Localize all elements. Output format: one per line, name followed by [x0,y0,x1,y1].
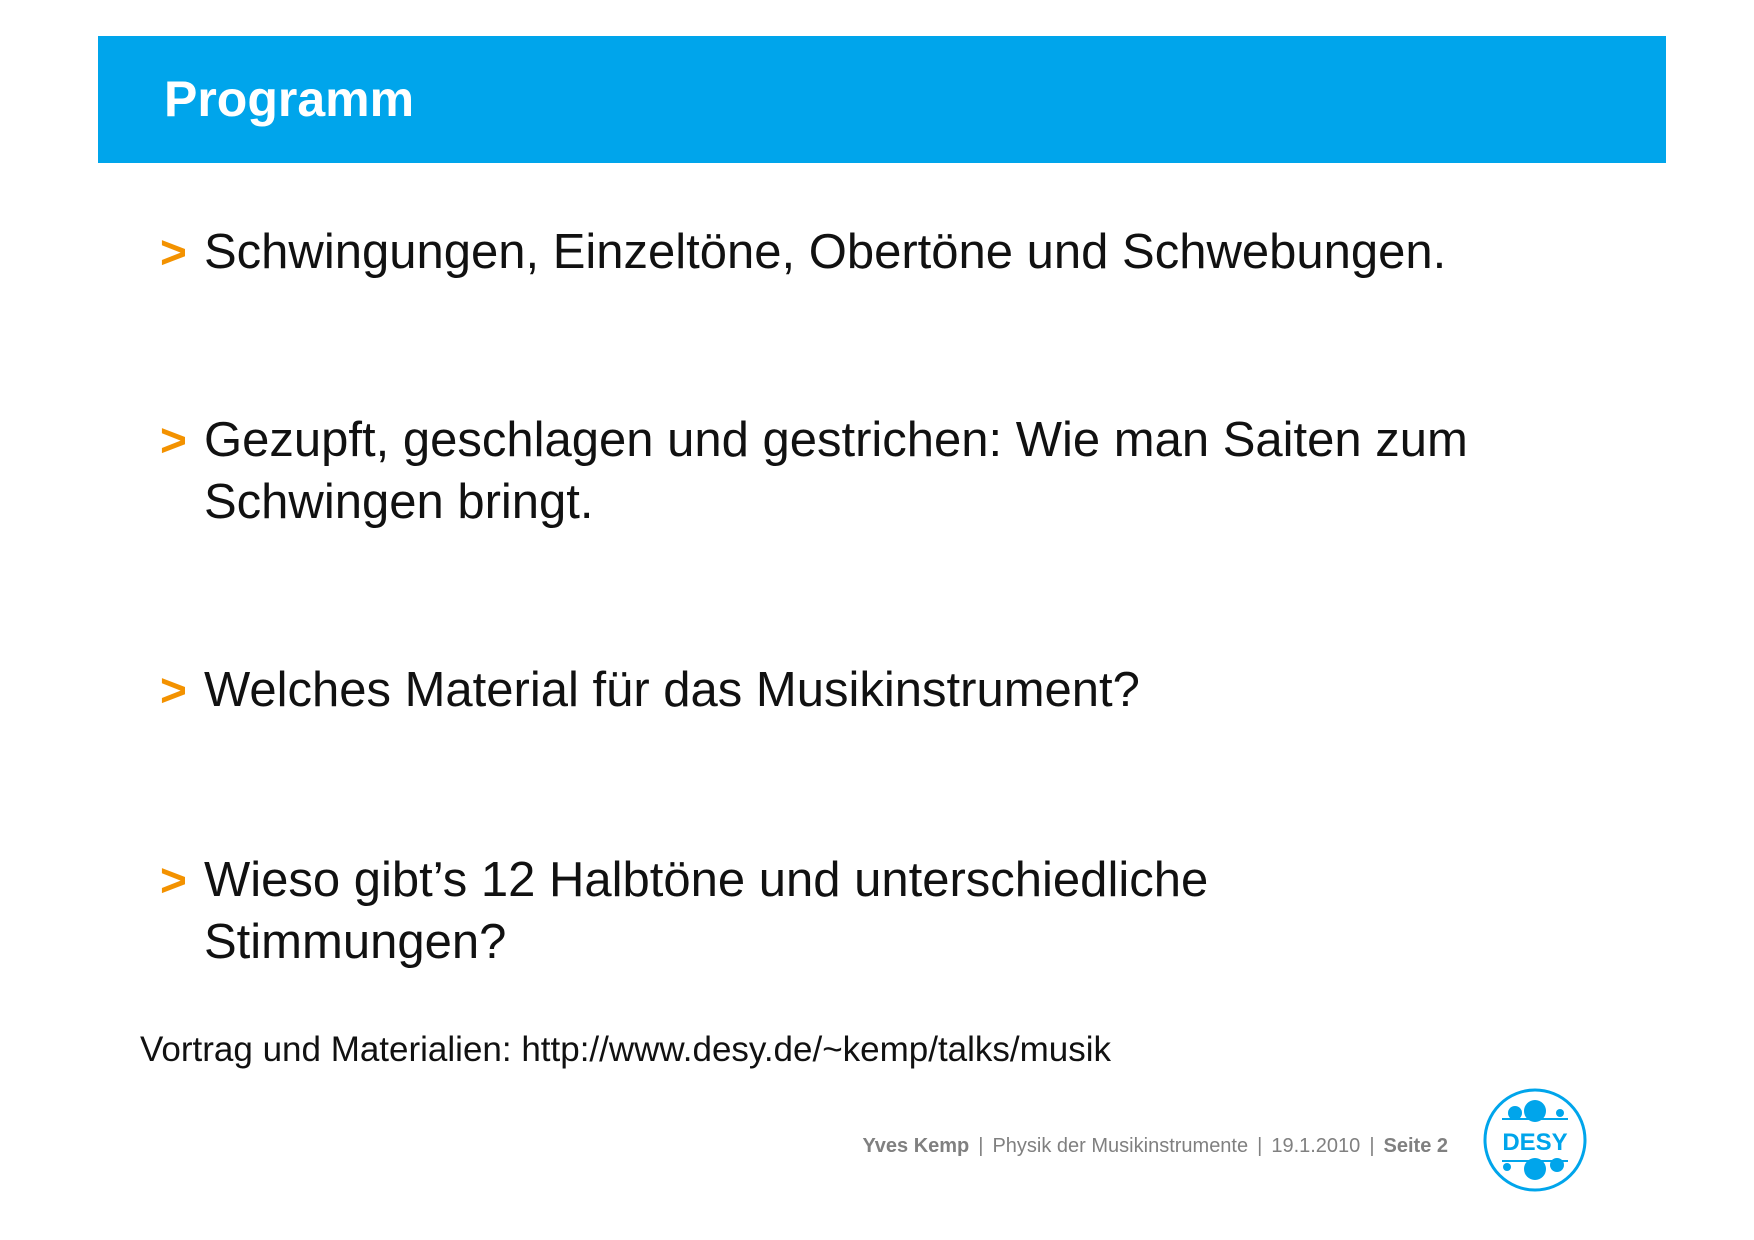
bullet-item-4 [160,849,1610,973]
footer-separator: | [978,1135,984,1157]
bullet-marker-icon: > [160,664,187,716]
slide-title: Programm [164,71,415,127]
bullet-marker-icon: > [160,414,187,466]
footer-separator: | [1257,1135,1263,1157]
materials-link-text: Vortrag und Materialien: http://www.desy.de/~kemp/talks/musik [140,1030,1112,1069]
bullet-item-3 [160,659,1610,721]
bullet-text: Schwingungen, Einzeltöne, Obertöne und Schwebungen. [204,225,1447,279]
bullet-text: Wieso gibt’s 12 Halbtöne und unterschiedliche Stimmungen? [204,853,1209,969]
footer [863,1133,1448,1159]
bullet-text: Welches Material für das Musikinstrument? [204,663,1140,717]
bullet-item-1 [160,221,1610,283]
bullet-item-2 [160,409,1610,533]
footer-page-number: Seite 2 [1383,1135,1448,1157]
bullet-marker-icon: > [160,226,187,278]
footer-event: Physik der Musikinstrumente [992,1135,1249,1157]
footer-author: Yves Kemp [862,1135,970,1157]
header-bar [98,36,1666,163]
bullet-text: Gezupft, geschlagen und gestrichen: Wie man Saiten zum Schwingen bringt. [204,413,1468,529]
bullet-marker-icon: > [160,854,187,906]
logo-text: DESY [1502,1129,1568,1156]
desy-logo-icon [1482,1087,1588,1193]
footer-separator: | [1369,1135,1375,1157]
footer-date: 19.1.2010 [1271,1135,1361,1157]
